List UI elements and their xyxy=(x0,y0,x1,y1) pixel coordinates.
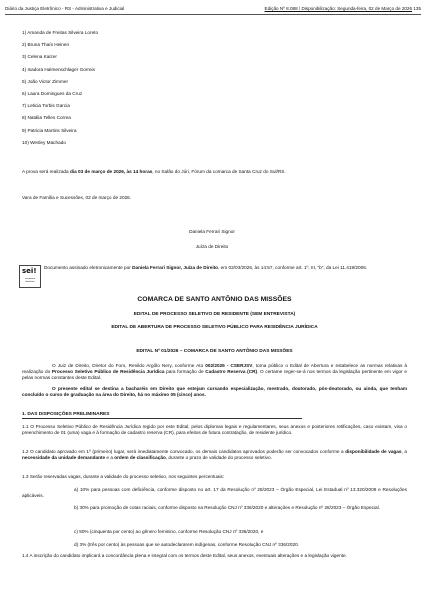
intro-paragraph xyxy=(22,363,407,382)
p12-text-4: , durante o prazo de validade do processo seletivo. xyxy=(165,455,272,461)
p12-need: necessidade da unidade demandante xyxy=(22,455,106,461)
edition-info xyxy=(265,6,421,12)
intro-reserve: Cadastro Reserva (CR) xyxy=(205,369,258,375)
exam-notice xyxy=(22,169,407,175)
list-item: 5) João Victor Zimmer xyxy=(22,78,69,84)
intro-text-2: , torna público o Edital de Abertura e estabelece as normas relativas à realização do xyxy=(22,363,407,375)
list-item: 9) Patricia Martins Silveira xyxy=(22,127,77,133)
journal-name: Diário da Justiça Eletrônico - RS - Administrativa e Judicial xyxy=(5,6,125,11)
signed-note-text: Documento assinado eletronicamente por xyxy=(44,265,133,270)
section-divider xyxy=(22,418,302,419)
paragraph-1-3-b: b) 30% para promoção de cotas raciais, conforme disposto na Resolução CNJ nº 336/2020 e alterações e Resolução nº 28/2023 – Órgão Especial. xyxy=(74,505,380,510)
signer-role: Juíza de Direito xyxy=(195,244,229,249)
list-item: 1) Amanda de Freitas Silveira Loreto xyxy=(22,30,99,35)
signer-name: Daniela Ferrari Signor xyxy=(189,229,235,234)
intro-text-3: para formação de xyxy=(164,369,206,375)
paragraph-1-3-a: a) 10% para pessoas com deficiência, conforme disposto no art. 17 da Resolução nº 28/2023 – Órgão Especial, Lei Estadual nº 13.320/2009 e Resoluções aplicáveis. xyxy=(22,487,407,499)
signed-note-date: , em 02/03/2026, às 14:57, conforme art. 1º, III, "b", da Lei 11.419/2006. xyxy=(218,265,368,270)
comarca-title: COMARCA DE SANTO ANTÔNIO DAS MISSÕES xyxy=(137,296,292,303)
list-item: 6) Laura Domingues da Cruz xyxy=(22,90,83,96)
p12-text-1: 1.2 O candidato aprovado em 1º (primeiro) lugar, será imediatamente convocado, os demais candidatos aprovados poderão ser convocados conforme a xyxy=(22,449,346,454)
paragraph-1-3-c: c) 50% (cinquenta por cento) ao gênero feminino, conforme Resolução CNJ nº 336/2020, e xyxy=(74,529,264,534)
list-item: 2) Bruna Thaís Heinen xyxy=(22,42,70,48)
sei-logo-caption: assinatura eletrônica xyxy=(24,278,36,283)
list-item: 10) Wesley Machado xyxy=(22,139,66,145)
list-item: 4) Isadora Halmenschlager Gorreis xyxy=(22,66,95,72)
paragraph-1-3-d: d) 3% (três por cento) às pessoas que se autodeclararem indígenas, conforme Resolução CNJ nº 336/2020. xyxy=(74,542,300,547)
intro-eligibility: O presente edital se destina a bacharéis em Direito que estejam cursando especialização, mestrado, doutorado, pós-doutorado, ou ainda, que tenham concluído o curso de graduação na área do Direito, há no máximo 05 (cinco) anos. xyxy=(22,386,407,398)
page-number: 135 xyxy=(413,6,421,11)
exam-date: dia 03 de março de 2026, às 14 horas xyxy=(69,169,153,174)
edital-number: EDITAL Nº 01/2026 – COMARCA DE SANTO ANTÔNIO DAS MISSÕES xyxy=(136,349,293,354)
p12-vacancies: disponibilidade de vagas xyxy=(345,449,402,454)
sei-logo-text: sei! xyxy=(22,267,37,275)
paragraph-1-1: 1.1 O Processo Seletivo Público de Residência Jurídica regido por este Edital, pelos diplomas legais e regulamentares, seus anexos e posteriores retificações, caso existam, visa o preenchimento de 01 (uma) vaga e à formação de cadastro reserva (CR), para efeitos de futura contratação, de residente jurídico. xyxy=(22,424,407,436)
signed-note-signer: Daniela Ferrari Signor, Juíza de Direito xyxy=(132,265,219,270)
p12-text-3: e a xyxy=(105,455,115,461)
intro-process: Processo Seletivo Público de Residência Jurídica xyxy=(51,369,165,375)
exam-notice-text: A prova será realizada xyxy=(22,169,70,174)
intro-act: 002/2025 - CSERJSV xyxy=(205,363,253,368)
p12-text-2: , a xyxy=(401,449,407,454)
opening-title: EDITAL DE ABERTURA DE PROCESSO SELETIVO PÚBLICO PARA RESIDÊNCIA JURÍDICA xyxy=(111,325,318,330)
p12-order: ordem de classificação xyxy=(114,455,166,461)
section-1-title: 1. DAS DISPOSIÇÕES PRELIMINARES xyxy=(22,412,110,417)
paragraph-1-3: 1.3 Serão reservadas vagas, durante a validade do processo seletivo, nos seguintes percentuais: xyxy=(22,474,225,479)
paragraph-1-4: 1.4 A inscrição do candidato implicará a concordância plena e integral com os termos deste Edital, seus anexos, eventuais alterações e a legislação vigente. xyxy=(22,553,347,558)
list-item: 8) Natália Telles Correa xyxy=(22,115,71,121)
candidate-list xyxy=(22,30,98,152)
intro-text-1: O Juiz de Direito, Diretor do Foro, Renildo Argôlo Nery, conforme Ato xyxy=(52,363,206,368)
signed-note xyxy=(44,265,408,271)
selection-title: EDITAL DE PROCESSO SELETIVO DE RESIDENTE (SEM ENTREVISTA) xyxy=(133,312,296,317)
intro-text-4: . O certame reger-se-á nos termos da legislação pertinente em vigor e pelas normas constantes deste Edital. xyxy=(22,369,407,381)
list-item: 3) Celena Kaizer xyxy=(22,54,57,60)
sei-seal-logo xyxy=(19,265,41,288)
paragraph-1-2 xyxy=(22,449,407,461)
place-date: Vara de Família e Sucessões, 02 de março de 2026. xyxy=(22,195,132,200)
exam-location: , no Salão do Júri, Fórum da comarca de Santa Cruz do Sul/RS. xyxy=(152,169,286,174)
edition-text: Edição Nº 8.088 / Disponibilização: Segunda-feira, 02 de Março de 2026 xyxy=(264,6,413,11)
list-item: 7) Leticia Torbis Garcia xyxy=(22,103,70,109)
header-divider xyxy=(5,14,421,15)
